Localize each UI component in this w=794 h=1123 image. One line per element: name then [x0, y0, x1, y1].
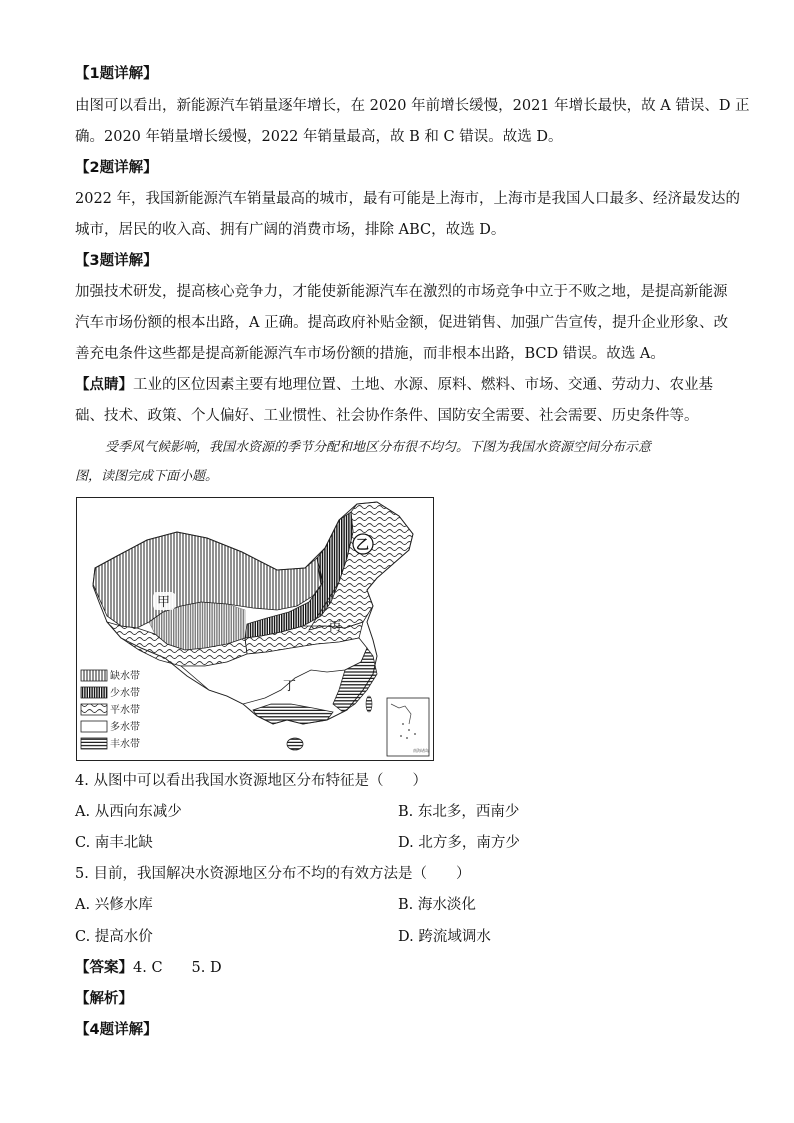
q4-option-a[interactable]: A. 从西向东减少 [75, 804, 182, 820]
region-label-jia: 甲 [157, 595, 171, 610]
q1-detail-heading: 【1题详解】 [75, 66, 158, 82]
region-label-bing: 丙 [329, 619, 342, 633]
q2-explanation-line1: 2022 年，我国新能源汽车销量最高的城市，最有可能是上海市，上海市是我国人口最多、经济最发达的 [75, 191, 741, 207]
tip-explanation-line2: 础、技术、政策、个人偏好、工业惯性、社会协作条件、国防安全需要、社会需要、历史条件等。 [75, 408, 699, 424]
q5-option-c[interactable]: C. 提高水价 [75, 929, 153, 945]
water-resources-map [76, 497, 434, 761]
q4-detail-heading: 【4题详解】 [75, 1022, 158, 1038]
q4-option-b[interactable]: B. 东北多，西南少 [398, 804, 520, 820]
inset-caption: 南海诸岛 [413, 748, 429, 753]
region-label-yi: 乙 [356, 538, 370, 553]
q3-explanation-line3: 善充电条件这些都是提高新能源汽车市场份额的措施，而非根本出路，BCD 错误。故选 A。 [75, 346, 665, 362]
tip-text-line1: 工业的区位因素主要有地理位置、土地、水源、原料、燃料、市场、交通、劳动力、农业基 [133, 377, 713, 393]
passage-intro-line2: 图，读图完成下面小题。 [75, 469, 219, 484]
q5-stem: 5. 目前，我国解决水资源地区分布不均的有效方法是（ ） [75, 866, 471, 882]
q2-detail-heading: 【2题详解】 [75, 160, 158, 176]
legend-high-water: 多水带 [110, 722, 140, 733]
q1-explanation-line1: 由图可以看出，新能源汽车销量逐年增长，在 2020 年前增长缓慢，2021 年增长最快，故 A 错误、D 正 [75, 98, 750, 114]
tip-line1 [75, 375, 713, 395]
answer-text: 4. C 5. D [133, 960, 222, 976]
q4-option-d[interactable]: D. 北方多，南方少 [398, 835, 520, 851]
q4-option-c[interactable]: C. 南丰北缺 [75, 835, 153, 851]
analysis-heading: 【解析】 [75, 991, 133, 1007]
legend-low-water: 少水带 [110, 688, 140, 699]
q4-stem: 4. 从图中可以看出我国水资源地区分布特征是（ ） [75, 773, 427, 789]
q5-option-d[interactable]: D. 跨流域调水 [398, 929, 491, 945]
answer-line [75, 958, 222, 978]
legend-normal-water: 平水带 [110, 705, 140, 716]
q2-explanation-line2: 城市，居民的收入高、拥有广阔的消费市场，排除 ABC，故选 D。 [75, 222, 506, 238]
region-label-ding: 丁 [283, 679, 297, 694]
legend-arid: 缺水带 [110, 671, 140, 682]
q5-option-b[interactable]: B. 海水淡化 [398, 897, 476, 913]
legend-abundant-water: 丰水带 [110, 739, 140, 750]
tip-heading: 【点睛】 [75, 377, 133, 393]
q1-explanation-line2: 确。2020 年销量增长缓慢，2022 年销量最高，故 B 和 C 错误。故选 D。 [75, 129, 563, 145]
q3-explanation-line2: 汽车市场份额的根本出路，A 正确。提高政府补贴金额，促进销售、加强广告宣传，提升企业形象、改 [75, 315, 729, 331]
q3-detail-heading: 【3题详解】 [75, 253, 158, 269]
passage-intro-line1: 受季风气候影响，我国水资源的季节分配和地区分布很不均匀。下图为我国水资源空间分布示意 [105, 440, 652, 455]
q3-explanation-line1: 加强技术研发，提高核心竞争力，才能使新能源汽车在激烈的市场竞争中立于不败之地，是提高新能源 [75, 284, 728, 300]
answer-label: 【答案】 [75, 960, 133, 976]
q5-option-a[interactable]: A. 兴修水库 [75, 897, 153, 913]
